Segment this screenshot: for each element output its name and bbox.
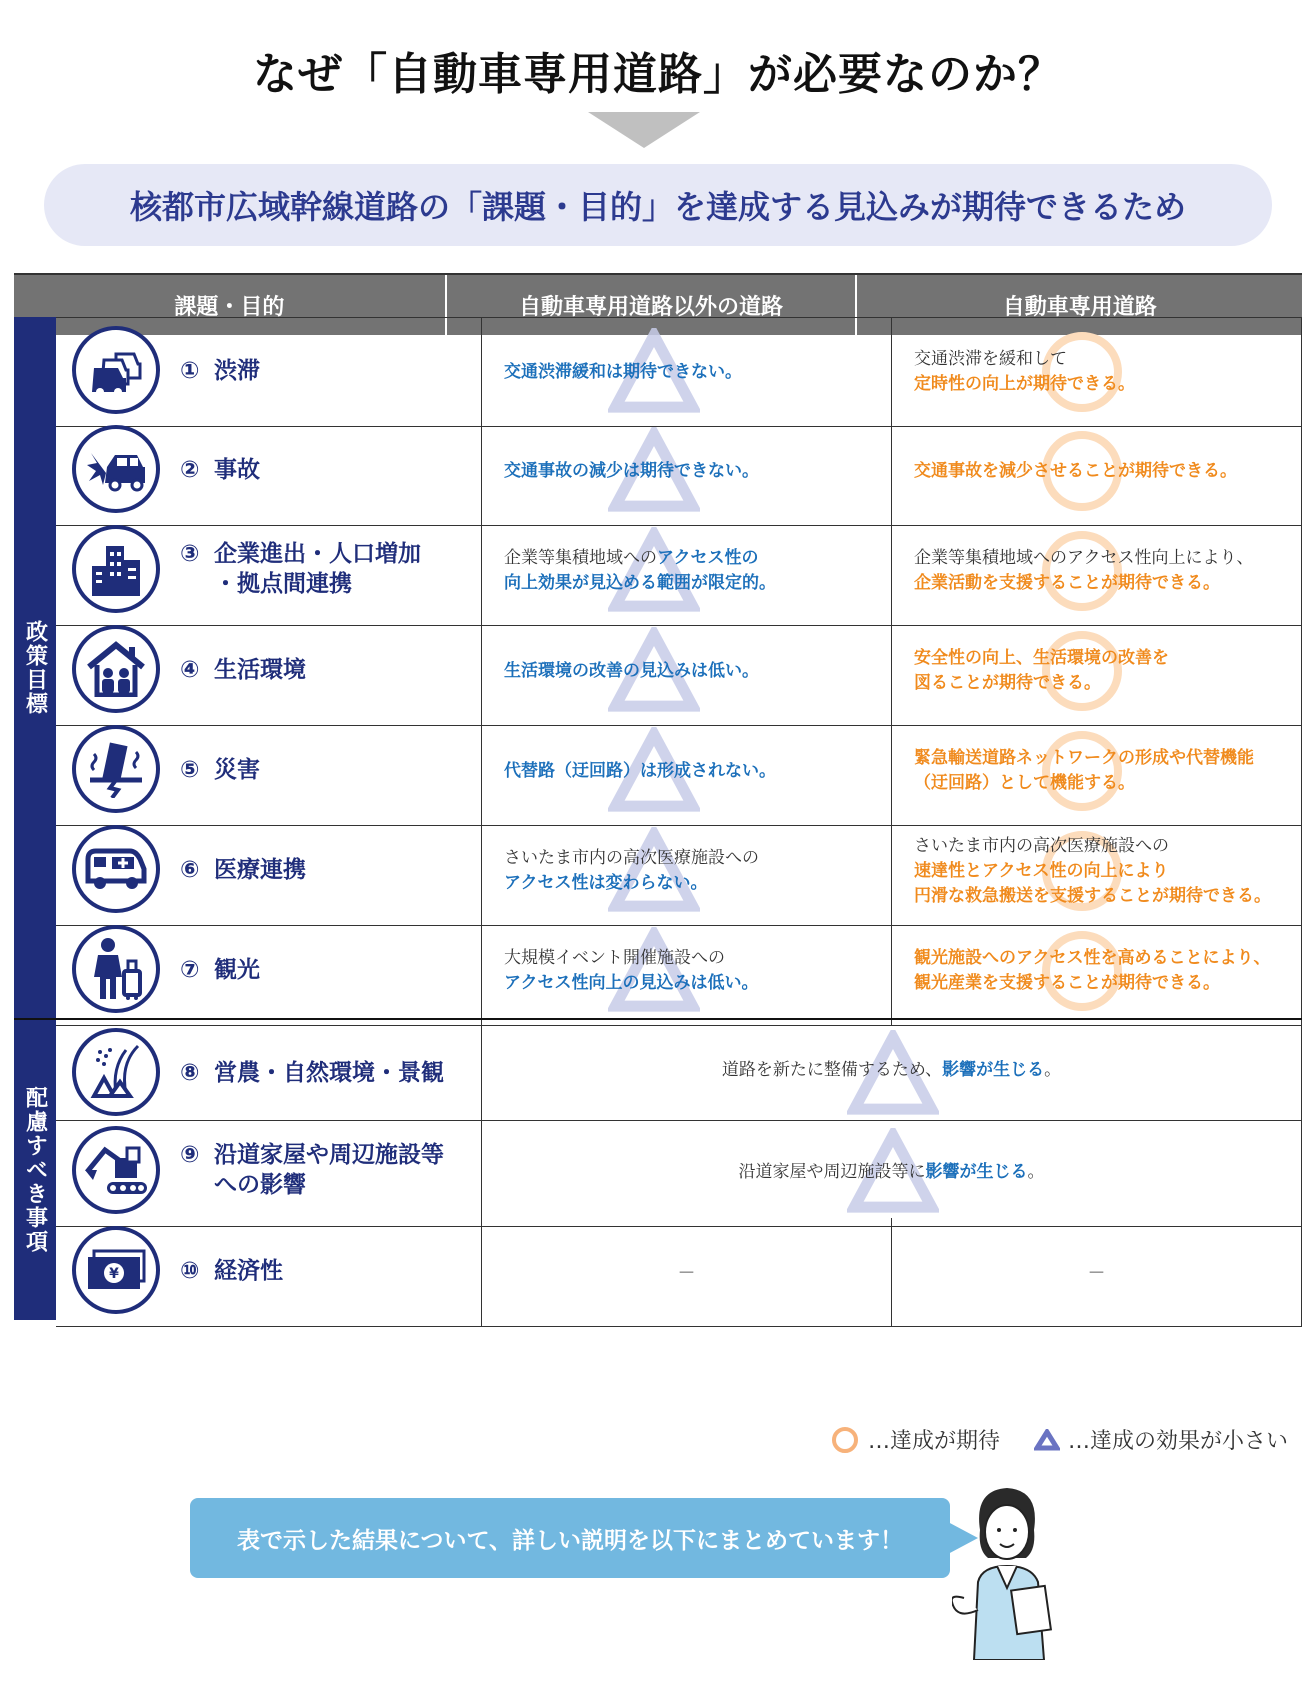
rows.5.mid2-seg: アクセス性は変わらない。 [504,873,708,893]
issue-cell [56,917,482,1025]
down-arrow-icon [588,112,700,148]
expressway-cell [892,717,1302,825]
issue-number: ⑤ [180,757,200,783]
table-row [56,317,1302,427]
issue-title: 渋滞 [214,358,260,384]
header-ordinary-road: 自動車専用道路以外の道路 [447,275,858,335]
issue-number: ⑩ [180,1258,200,1284]
expressway-cell [892,318,1302,426]
rows.6.right1-seg: 観光施設へのアクセス性を高めることにより、 [914,948,1271,968]
assessment-text [739,1160,1045,1185]
triangle-legend-icon [1034,1429,1060,1451]
ordinary-road-cell [482,917,892,1025]
ordinary-road-cell [482,1218,892,1326]
issue-title: 災害 [214,757,260,783]
traveler-icon [72,925,160,1013]
rows.6.mid2-seg: アクセス性向上の見込みは低い。 [504,973,759,993]
rows.2.right1-seg: 企業等集積地域へのアクセス性向上により、 [914,548,1254,568]
issue-cell [56,318,482,426]
issue-number: ⑨ [180,1142,200,1168]
ordinary-road-text [482,360,742,385]
ordinary-road-text [482,759,776,784]
issue-label [180,655,306,685]
rows.0.right1-seg: 交通渋滞を緩和して [914,349,1067,369]
issue-title: 沿道家屋や周辺施設等 [214,1142,444,1168]
legend-triangle-text: …達成の効果が小さい [1067,1429,1288,1454]
expressway-cell [892,917,1302,1025]
rows.4.right1-seg: 緊急輸送道路ネットワークの形成や代替機能 [914,748,1254,768]
issue-label [180,1058,444,1088]
merged-assessment-cell [482,1020,1302,1120]
expressway-cell [892,1218,1302,1326]
issue-label [180,955,260,985]
ordinary-road-text [482,459,759,484]
expressway-cell [892,817,1302,925]
rows.3.right1-seg: 安全性の向上、生活環境の改善を [914,648,1169,668]
expressway-text [892,546,1254,596]
issue-title: 観光 [214,957,260,983]
rows.2.mid1-seg: アクセス性の [657,548,759,568]
rows.5.right0-seg: さいたま市内の高次医療施設への [914,835,1169,856]
guide-woman-icon [952,1470,1062,1660]
table-row [56,1118,1302,1227]
table-row [56,417,1302,526]
ordinary-road-cell [482,617,892,725]
table-row [56,617,1302,726]
issue-cell [56,517,482,625]
header-issue: 課題・目的 [14,275,447,335]
rows.2.right2-seg: 企業活動を支援することが期待できる。 [914,573,1220,593]
empty-dash: － [1087,1263,1106,1284]
ordinary-road-text [482,659,759,684]
issue-number: ⑥ [180,857,200,883]
rows.7.merged-seg: 。 [1044,1059,1062,1080]
rows.5.right2-seg: 円滑な救急搬送を支援することが期待できる。 [914,885,1271,906]
issue-cell [56,417,482,525]
house-family-icon [72,625,160,713]
ordinary-road-cell [482,318,892,426]
car-crash-icon [72,425,160,513]
issue-cell [56,1020,482,1120]
issue-number: ⑦ [180,957,200,983]
issue-number: ② [180,457,200,483]
table-row [56,817,1302,926]
ordinary-road-text [482,546,776,596]
legend [832,1424,1288,1455]
table-row [56,517,1302,626]
rows.3.right2-seg: 図ることが期待できる。 [914,673,1101,693]
issue-title: 企業進出・人口増加 [214,541,421,567]
issue-cell [56,817,482,925]
circle-legend-icon [832,1427,858,1453]
expressway-text [892,834,1271,909]
table-row [56,717,1302,826]
ordinary-road-cell [482,517,892,625]
issue-title-line2: ・拠点間連携 [214,571,352,597]
ordinary-road-text [482,846,759,896]
rows.5.mid1-seg: さいたま市内の高次医療施設への [504,848,759,868]
rows.1.mid-seg: 交通事故の減少は期待できない。 [504,460,759,481]
expressway-cell [892,417,1302,525]
rows.1.right1-seg: 交通事故を減少させることが期待できる。 [914,460,1237,481]
issue-title-line2: への影響 [214,1172,306,1198]
rows.5.right1-seg: 速達性とアクセス性の向上により [914,860,1169,881]
table-row [56,917,1302,1026]
rows.4.right2-seg: （迂回路）として機能する。 [914,773,1135,793]
ordinary-road-cell [482,417,892,525]
rows.0.mid-seg: 交通渋滞緩和は期待できない。 [504,361,742,382]
issue-label [180,1140,444,1200]
rows.0.right2-seg: 定時性の向上が期待できる。 [914,374,1135,394]
expressway-text [892,746,1254,796]
issue-title: 営農・自然環境・景観 [214,1060,444,1086]
yen-bill-icon [72,1226,160,1314]
issue-label [180,539,421,599]
rows.8.merged-seg: 影響が生じる [925,1161,1028,1182]
expressway-cell [892,617,1302,725]
legend-circle-text: …達成が期待 [867,1429,1000,1454]
rows.6.mid1-seg: 大規模イベント開催施設への [504,948,725,968]
issue-cell [56,1218,482,1326]
issue-cell [56,1118,482,1226]
issue-title: 経済性 [214,1258,283,1284]
excavator-icon [72,1126,160,1214]
issue-number: ③ [180,541,200,567]
farming-icon [72,1028,160,1116]
rows.8.merged-seg: 。 [1027,1161,1045,1182]
rows.8.merged-seg: 沿道家屋や周辺施設等に [738,1161,926,1182]
table-row [56,1018,1302,1121]
empty-dash: － [677,1263,696,1284]
issue-cell [56,717,482,825]
rows.4.mid-seg: 代替路（迂回路）は形成されない。 [504,760,776,781]
svg-text:¥: ¥ [109,1266,119,1282]
rows.7.merged-seg: 道路を新たに整備するため、 [721,1059,943,1080]
buildings-icon [72,525,160,613]
ordinary-road-cell [482,817,892,925]
rows.2.mid2-seg: 向上効果が見込める範囲が限定的。 [504,573,776,593]
expressway-text [892,946,1271,996]
table-row [56,1218,1302,1327]
issue-number: ⑧ [180,1060,200,1086]
rows.6.right2-seg: 観光産業を支援することが期待できる。 [914,973,1220,993]
explanation-callout: 表で示した結果について、詳しい説明を以下にまとめています！ [190,1498,950,1578]
issue-number: ① [180,358,200,384]
earthquake-icon [72,725,160,813]
traffic-jam-icon [72,326,160,414]
issue-number: ④ [180,657,200,683]
rows.3.mid-seg: 生活環境の改善の見込みは低い。 [504,660,759,681]
issue-title: 医療連携 [214,857,306,883]
summary-banner: 核都市広域幹線道路の「課題・目的」を達成する見込みが期待できるため [44,164,1272,246]
side-label-policy-goals: 政策目標 [14,317,56,1018]
issue-label [180,1256,283,1286]
issue-title: 事故 [214,457,260,483]
merged-assessment-cell [482,1118,1302,1226]
expressway-text [892,646,1169,696]
assessment-text [722,1058,1061,1083]
page-title: なぜ「自動車専用道路」が必要なのか？ [253,49,1063,100]
expressway-text [892,347,1135,397]
header-expressway: 自動車専用道路 [1002,294,1157,320]
rows.7.merged-seg: 影響が生じる [942,1059,1045,1080]
ordinary-road-text [482,946,759,996]
issue-label [180,356,260,386]
ambulance-icon [72,825,160,913]
issue-title: 生活環境 [214,657,306,683]
expressway-text [892,459,1237,484]
rows.2.mid1-seg: 企業等集積地域への [504,548,657,568]
ordinary-road-cell [482,717,892,825]
issue-cell [56,617,482,725]
expressway-cell [892,517,1302,625]
issue-label [180,455,260,485]
issue-label [180,855,306,885]
side-label-considerations: 配慮すべき事項 [14,1018,56,1320]
issue-label [180,755,260,785]
